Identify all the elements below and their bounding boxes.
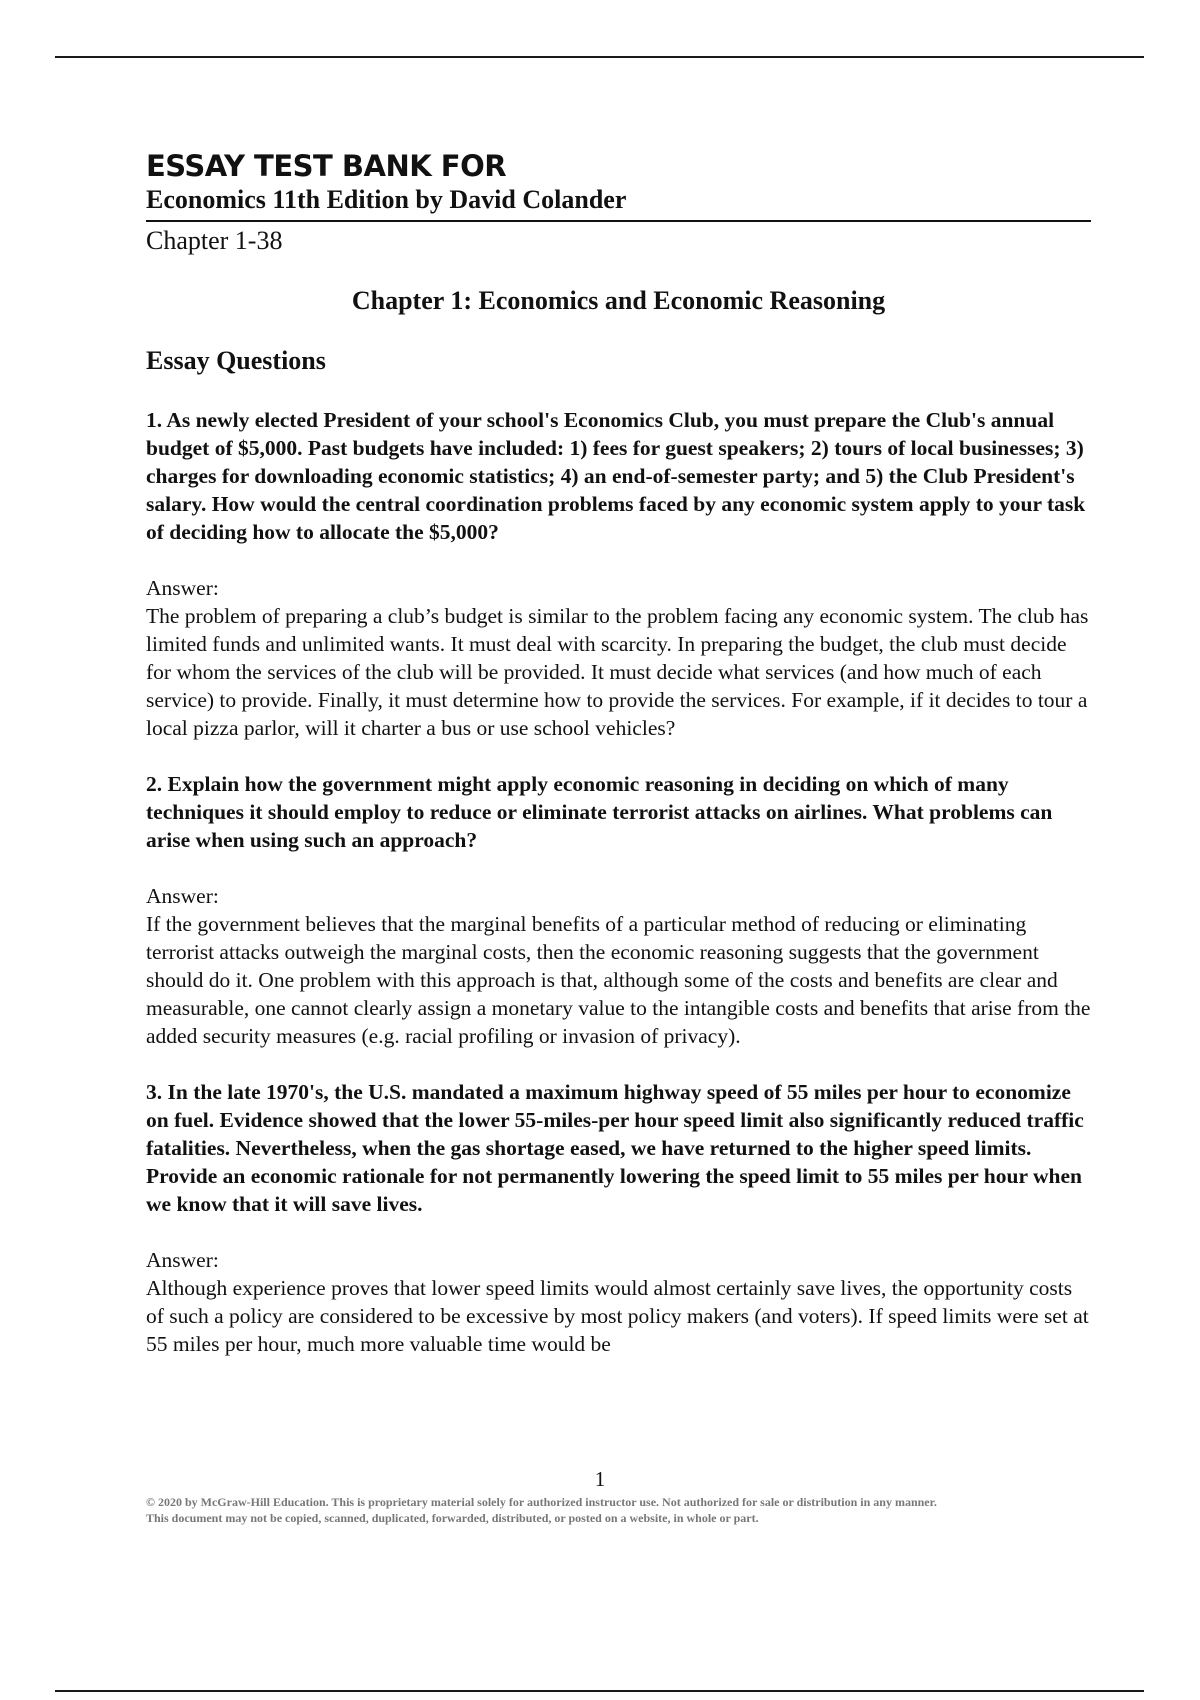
question-text: 3. In the late 1970's, the U.S. mandated a maximum highway speed of 55 miles per hour to economize on fuel. Evidence showed that the lower 55-miles-per hour speed limit also significantly reduced traffic fatalities. Nevertheless, when the gas shortage eased, we have returned to the higher speed limits. Provide an economic rationale for not permanently lowering the speed limit to 55 miles per hour when we know that it will save lives. xyxy=(146,1079,1084,1216)
answer-text: Although experience proves that lower speed limits would almost certainly save lives, the opportunity costs of such a policy are considered to be excessive by most policy makers (and voters). If speed limits were set at 55 miles per hour, much more valuable time would be xyxy=(146,1275,1089,1356)
question-text: 1. As newly elected President of your school's Economics Club, you must prepare the Club's annual budget of $5,000. Past budgets have included: 1) fees for guest speakers; 2) tours of local businesses; 3) charges for downloading economic statistics; 4) an end-of-semester party; and 5) the Club President's salary. How would the central coordination problems faced by any economic system apply to your task of deciding how to allocate the $5,000? xyxy=(146,407,1086,544)
top-rule xyxy=(55,56,1144,58)
page-number: 1 xyxy=(594,1467,606,1491)
copyright-line-2: This document may not be copied, scanned, duplicated, forwarded, distributed, or posted on a website, in whole or part. xyxy=(146,1511,759,1525)
bottom-rule xyxy=(55,1690,1144,1692)
question-block-2 xyxy=(146,770,1091,1050)
document-page xyxy=(146,150,1091,1358)
chapter-range: Chapter 1-38 xyxy=(146,226,283,256)
question-block-3 xyxy=(146,1078,1091,1358)
document-title: ESSAY TEST BANK FOR xyxy=(146,149,507,183)
answer-text: The problem of preparing a club’s budget is similar to the problem facing any economic system. The club has limited funds and unlimited wants. It must deal with scarcity. In preparing the budget, the club must decide for whom the services of the club will be provided. It must decide what services (and how much of each service) to provide. Finally, it must determine how to provide the services. For example, if it decides to tour a local pizza parlor, will it charter a bus or use school vehicles? xyxy=(146,603,1089,740)
copyright-notice xyxy=(146,1494,1091,1526)
book-subtitle: Economics 11th Edition by David Colander xyxy=(146,183,1091,222)
answer-text: If the government believes that the marginal benefits of a particular method of reducing or eliminating terrorist attacks outweigh the marginal costs, then the economic reasoning suggests that the government should do it. One problem with this approach is that, although some of the costs and benefits are clear and measurable, one cannot clearly assign a monetary value to the intangible costs and benefits that arise from the added security measures (e.g. racial profiling or invasion of privacy). xyxy=(146,911,1091,1048)
chapter-title: Chapter 1: Economics and Economic Reasoning xyxy=(351,285,886,315)
copyright-line-1: © 2020 by McGraw-Hill Education. This is proprietary material solely for authorized instructor use. Not authorized for sale or distribution in any manner. xyxy=(146,1495,937,1509)
answer-label: Answer: xyxy=(146,575,219,600)
question-block-1 xyxy=(146,406,1091,742)
answer-label: Answer: xyxy=(146,883,219,908)
answer-label: Answer: xyxy=(146,1247,219,1272)
question-text: 2. Explain how the government might apply economic reasoning in deciding on which of many techniques it should employ to reduce or eliminate terrorist attacks on airlines. What problems can arise when using such an approach? xyxy=(146,771,1053,852)
section-heading: Essay Questions xyxy=(146,345,326,375)
